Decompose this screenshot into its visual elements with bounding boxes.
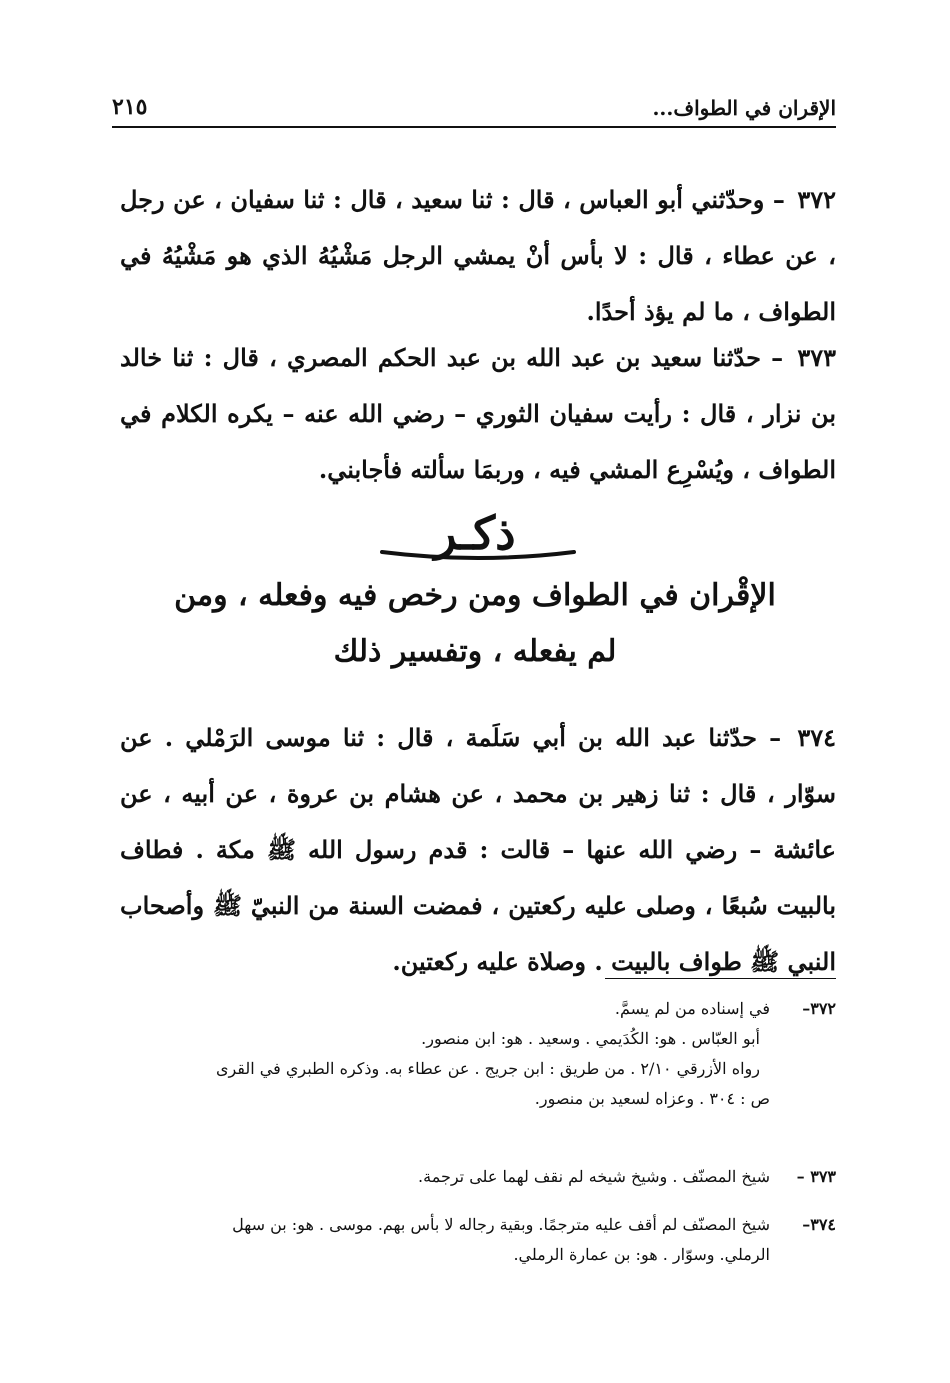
footnote-number: ٣٧٣ – xyxy=(796,1167,836,1186)
footnote-line: شيخ المصنّف . وشيخ شيخه لم نقف لهما على ترجمة. xyxy=(418,1167,770,1186)
footnote-line: ص : ٣٠٤ . وعزاه لسعيد بن منصور. xyxy=(534,1089,770,1108)
section-word-swash xyxy=(378,548,578,562)
footnote-body xyxy=(120,1210,770,1270)
footnote-374 xyxy=(120,1210,836,1270)
footnote-line: شيخ المصنّف لم أقف عليه مترجمًا. وبقية رجاله لا بأس بهم. موسى . هو: بن سهل xyxy=(232,1215,770,1234)
paragraph-text: – وحدّثني أبو العباس ، قال : ثنا سعيد ، قال : ثنا سفيان ، عن رجل ، عن عطاء ، قال : لا بأس أنْ يمشي الرجل مَشْيُهُ الذي هو مَشْيُهُ في الطواف ، ما لم يؤذ أحدًا. xyxy=(120,185,836,326)
footnote-373 xyxy=(120,1162,836,1192)
footnote-372 xyxy=(120,994,836,1114)
running-title: الإقران في الطواف... xyxy=(652,96,836,120)
footnote-line: أبو العبّاس . هو: الكُدَيمي . وسعيد . هو: ابن منصور. xyxy=(421,1029,760,1048)
page-number: ٢١٥ xyxy=(112,94,148,120)
header-rule xyxy=(112,126,836,128)
section-heading xyxy=(160,568,790,680)
footnote-number: ٣٧٢– xyxy=(802,999,836,1018)
footnote-body xyxy=(120,1162,770,1192)
footnote-line: في إسناده من لم يسمَّ. xyxy=(614,999,770,1018)
footnote-line: الرملي. وسوّار . هو: بن عمارة الرملي. xyxy=(513,1245,770,1264)
paragraph-number: ٣٧٢ xyxy=(797,185,836,214)
paragraph-text: – حدّثنا سعيد بن عبد الله بن عبد الحكم المصري ، قال : ثنا خالد بن نزار ، قال : رأيت سفيان الثوري – رضي الله عنه – يكره الكلام في الطواف ، ويُسْرِع المشي فيه ، وربمَا سألته فأجابني. xyxy=(120,343,836,484)
footnote-body xyxy=(120,994,770,1114)
paragraph-372 xyxy=(120,172,836,340)
paragraph-number: ٣٧٤ xyxy=(797,723,836,752)
footnote-line: رواه الأزرقي ٢/١٠ . من طريق : ابن جريج . عن عطاء به. وذكره الطبري في القرى xyxy=(215,1059,760,1078)
footnote-number: ٣٧٤– xyxy=(802,1215,836,1234)
paragraph-373 xyxy=(120,330,836,498)
section-word: ذكـر xyxy=(434,506,516,560)
paragraph-374 xyxy=(120,710,836,990)
footnote-rule xyxy=(605,978,836,979)
section-heading-line-1: الإقْران في الطواف ومن رخص فيه وفعله ، ومن xyxy=(174,578,776,613)
section-heading-line-2: لم يفعله ، وتفسير ذلك xyxy=(333,634,617,669)
paragraph-text: – حدّثنا عبد الله بن أبي سَلَمة ، قال : ثنا موسى الرَمْلي . عن سوّار ، قال : ثنا زهير بن محمد ، عن هشام بن عروة ، عن أبيه ، عن عائشة – رضي الله عنها – قالت : قدم رسول الله ﷺ مكة . فطاف بالبيت سُبعًا ، وصلى عليه ركعتين ، فمضت السنة من النبيّ ﷺ وأصحاب النبي ﷺ طواف بالبيت . وصلاة عليه ركعتين. xyxy=(120,723,836,976)
paragraph-number: ٣٧٣ xyxy=(797,343,837,372)
